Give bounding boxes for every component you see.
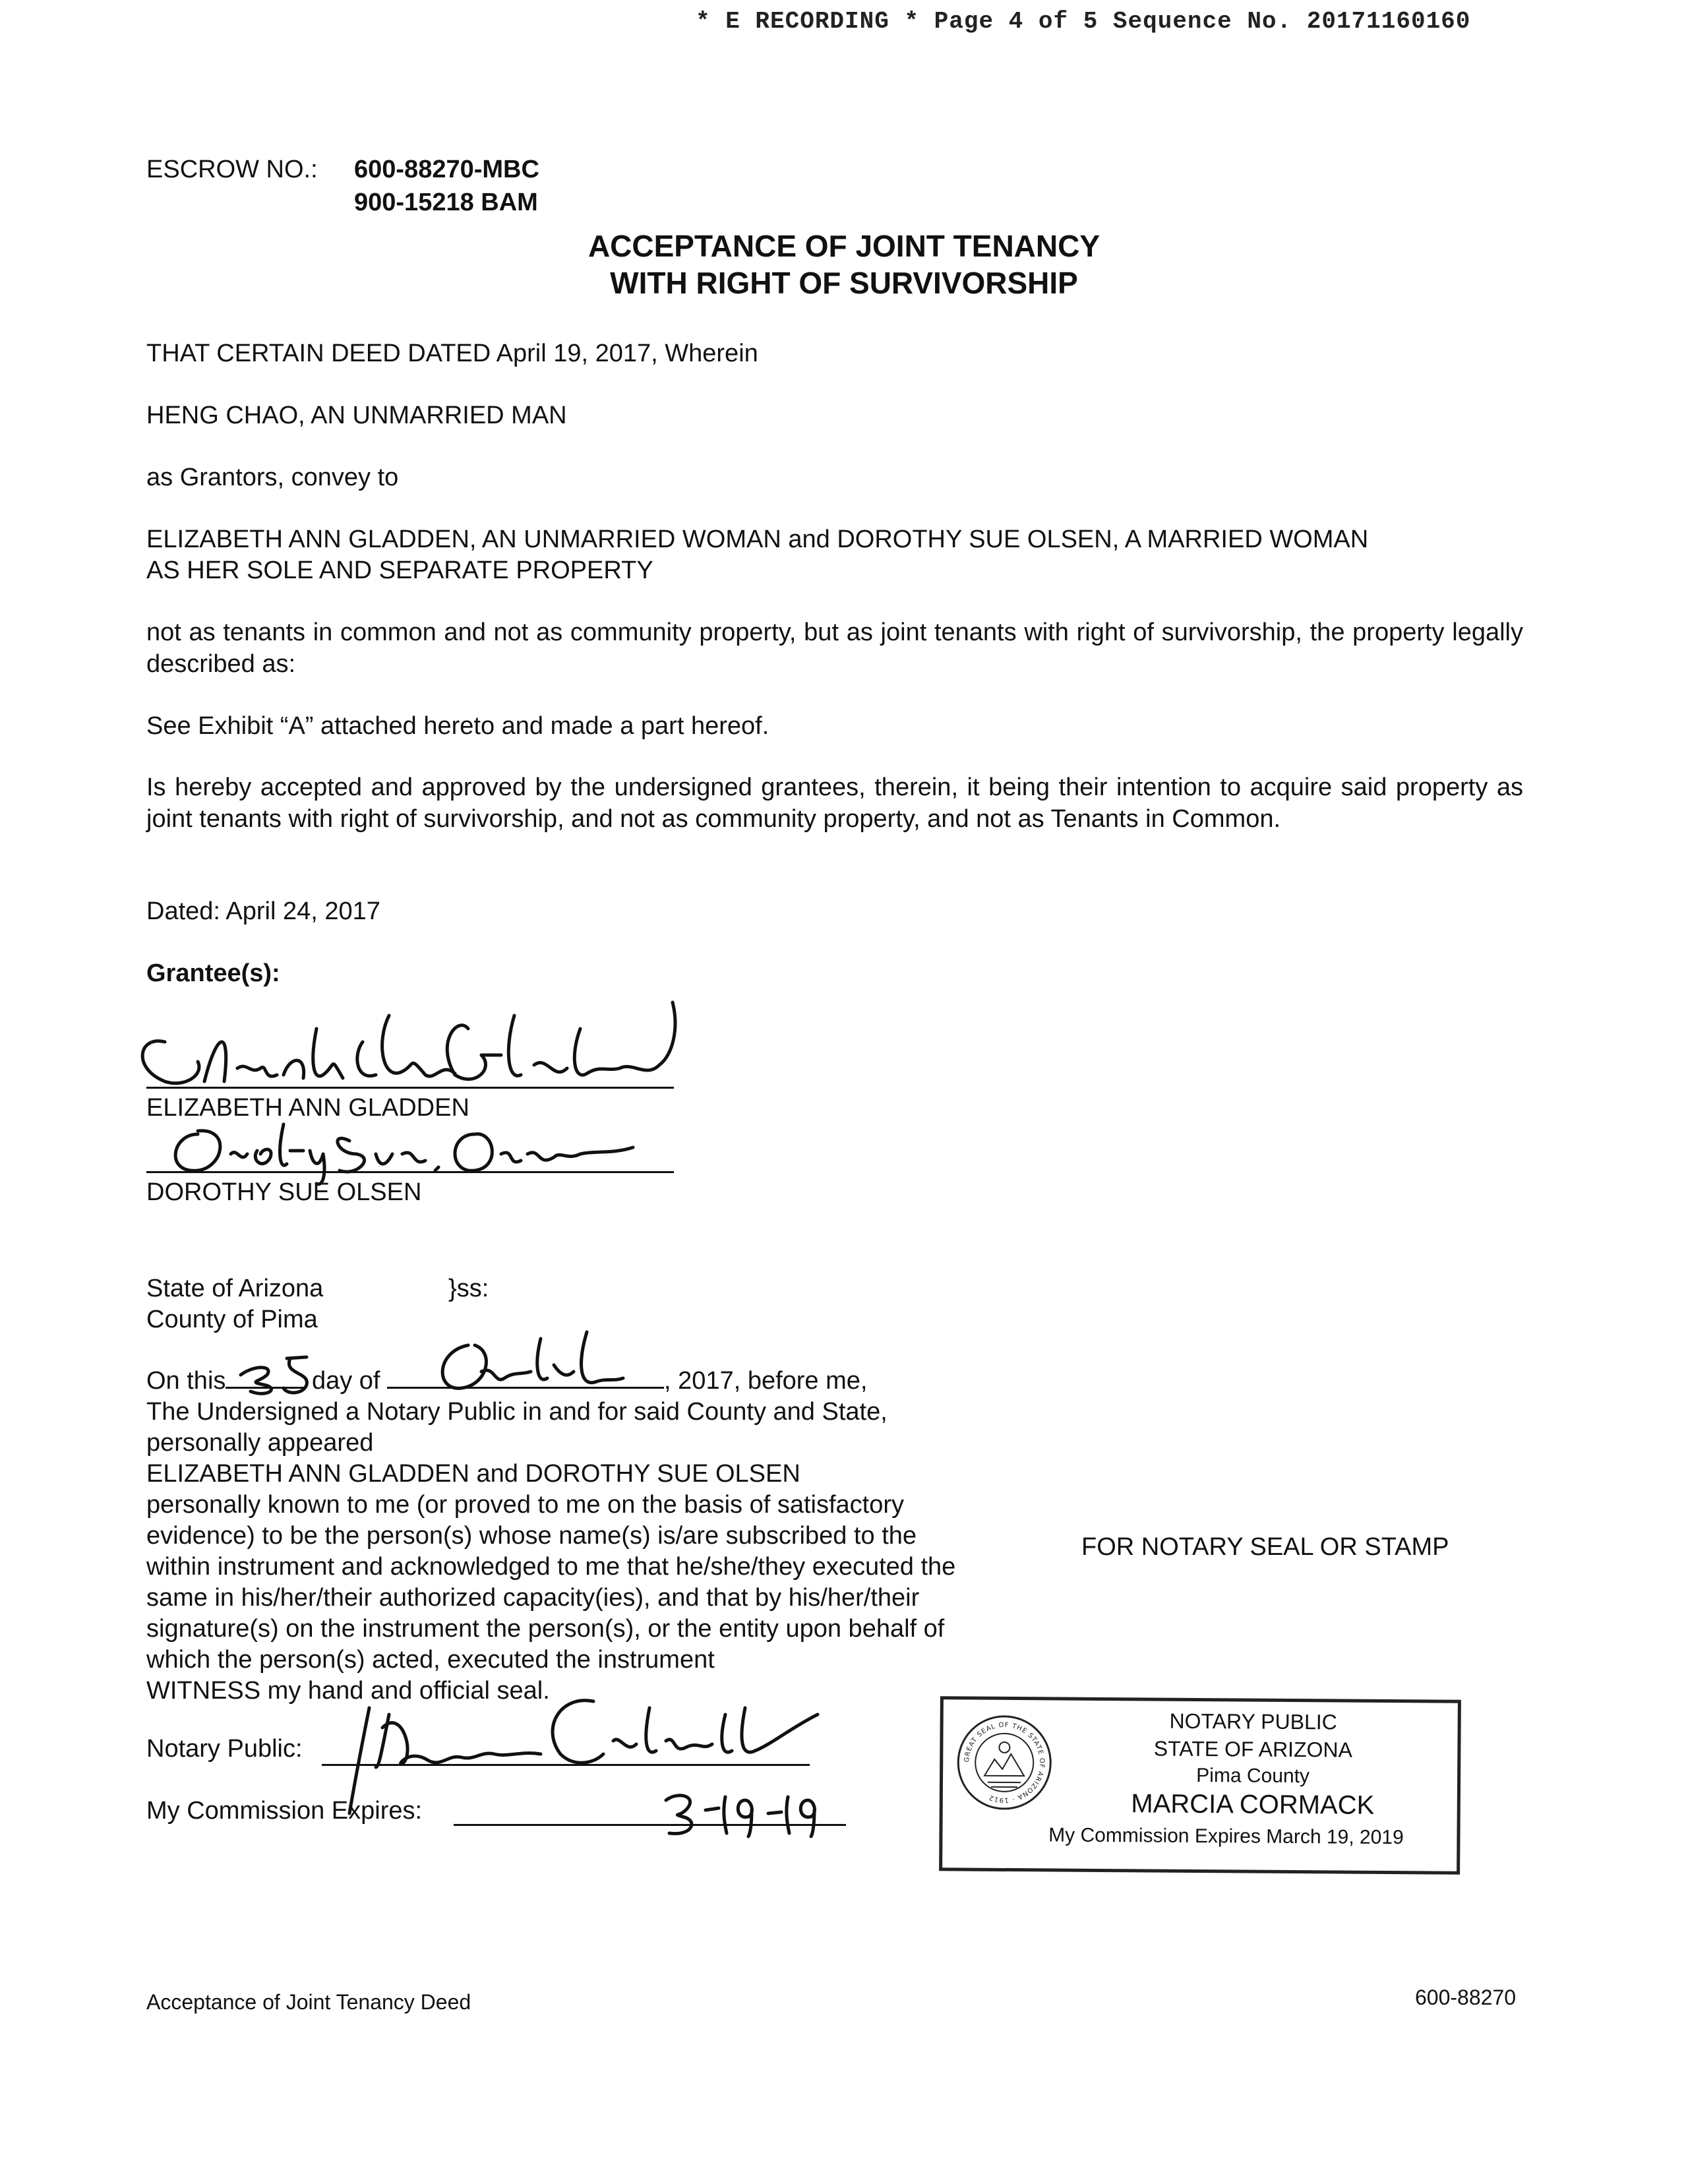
- acceptance-paragraph: Is hereby accepted and approved by the undersigned grantees, therein, it being their intention to acquire said property as joint tenants with right of survivorship, and not as community property, and not as Tenants in Common.: [146, 774, 1523, 833]
- title-line-1: ACCEPTANCE OF JOINT TENANCY: [588, 229, 1100, 263]
- month-handwritten: [422, 1325, 633, 1398]
- escrow-label: ESCROW NO.:: [146, 156, 318, 183]
- notary-line-3: ELIZABETH ANN GLADDEN and DOROTHY SUE OLSEN: [146, 1460, 800, 1488]
- notary-stamp: [939, 1696, 1461, 1875]
- grantee-1-signature-line: [146, 1087, 674, 1089]
- county-line: County of Pima: [146, 1306, 318, 1333]
- title-line-2: WITH RIGHT OF SURVIVORSHIP: [610, 266, 1078, 300]
- seal-placeholder: FOR NOTARY SEAL OR STAMP: [1081, 1533, 1449, 1561]
- grantee-1-name: ELIZABETH ANN GLADDEN: [146, 1094, 469, 1122]
- footer-left: Acceptance of Joint Tenancy Deed: [146, 1990, 471, 2014]
- notary-line-9: which the person(s) acted, executed the instrument: [146, 1646, 715, 1674]
- stamp-line-3: Pima County: [1196, 1764, 1310, 1788]
- exhibit-line: See Exhibit “A” attached hereto and made a part hereof.: [146, 712, 769, 740]
- grantee-2-signature-line: [146, 1171, 674, 1173]
- stamp-line-5: My Commission Expires March 19, 2019: [1048, 1824, 1404, 1849]
- notary-line-2: personally appeared: [146, 1429, 374, 1457]
- notary-line-4: personally known to me (or proved to me on the basis of satisfactory: [146, 1491, 904, 1519]
- grantor-line: HENG CHAO, AN UNMARRIED MAN: [146, 402, 567, 429]
- arizona-seal-icon: [955, 1713, 1054, 1812]
- notary-line-7: same in his/her/their authorized capacity(ies), and that by his/her/their: [146, 1584, 920, 1612]
- day-of-label: day of: [311, 1367, 380, 1395]
- escrow-number-1: 600-88270-MBC: [354, 156, 539, 183]
- year-before-me: , 2017, before me,: [664, 1367, 868, 1395]
- stamp-line-2: STATE OF ARIZONA: [1153, 1736, 1353, 1762]
- commission-handwritten: [653, 1780, 837, 1840]
- day-handwritten: [234, 1345, 320, 1398]
- grantees-heading: Grantee(s):: [146, 959, 280, 987]
- grantee-2-name: DOROTHY SUE OLSEN: [146, 1178, 422, 1206]
- recording-header: * E RECORDING * Page 4 of 5 Sequence No. 20171160160: [696, 8, 1471, 35]
- dated-line: Dated: April 24, 2017: [146, 897, 380, 925]
- grantors-convey-line: as Grantors, convey to: [146, 464, 399, 491]
- state-line: State of Arizona: [146, 1275, 324, 1302]
- ss-mark: }ss:: [448, 1275, 489, 1302]
- escrow-number-2: 900-15218 BAM: [354, 189, 538, 216]
- notary-line-6: within instrument and acknowledged to me that he/she/they executed the: [146, 1553, 956, 1581]
- stamp-line-4: MARCIA CORMACK: [1131, 1789, 1375, 1820]
- document-title: [0, 228, 1688, 301]
- tenancy-paragraph: not as tenants in common and not as community property, but as joint tenants with right of survivorship, the property legally described as:: [146, 619, 1523, 678]
- notary-line-10: WITNESS my hand and official seal.: [146, 1677, 550, 1705]
- stamp-line-1: NOTARY PUBLIC: [1169, 1709, 1337, 1734]
- notary-line-8: signature(s) on the instrument the person(s), or the entity upon behalf of: [146, 1615, 945, 1643]
- grantees-line-2: AS HER SOLE AND SEPARATE PROPERTY: [146, 557, 653, 584]
- footer-right: 600-88270: [1415, 1986, 1517, 2009]
- notary-line-5: evidence) to be the person(s) whose name(s) is/are subscribed to the: [146, 1522, 917, 1550]
- notary-public-label: Notary Public:: [146, 1735, 303, 1763]
- grantee-2-signature: [158, 1114, 686, 1180]
- grantees-line-1: ELIZABETH ANN GLADDEN, AN UNMARRIED WOMAN and DOROTHY SUE OLSEN, A MARRIED WOMAN: [146, 526, 1369, 553]
- on-this-label: On this: [146, 1367, 226, 1395]
- grantee-1-signature: [125, 989, 745, 1101]
- seal-ring-text: GREAT SEAL OF THE STATE OF ARIZONA · 1912: [963, 1721, 1046, 1804]
- commission-label: My Commission Expires:: [146, 1797, 423, 1825]
- notary-line-1: The Undersigned a Notary Public in and for said County and State,: [146, 1398, 888, 1426]
- deed-line: THAT CERTAIN DEED DATED April 19, 2017, Wherein: [146, 340, 758, 367]
